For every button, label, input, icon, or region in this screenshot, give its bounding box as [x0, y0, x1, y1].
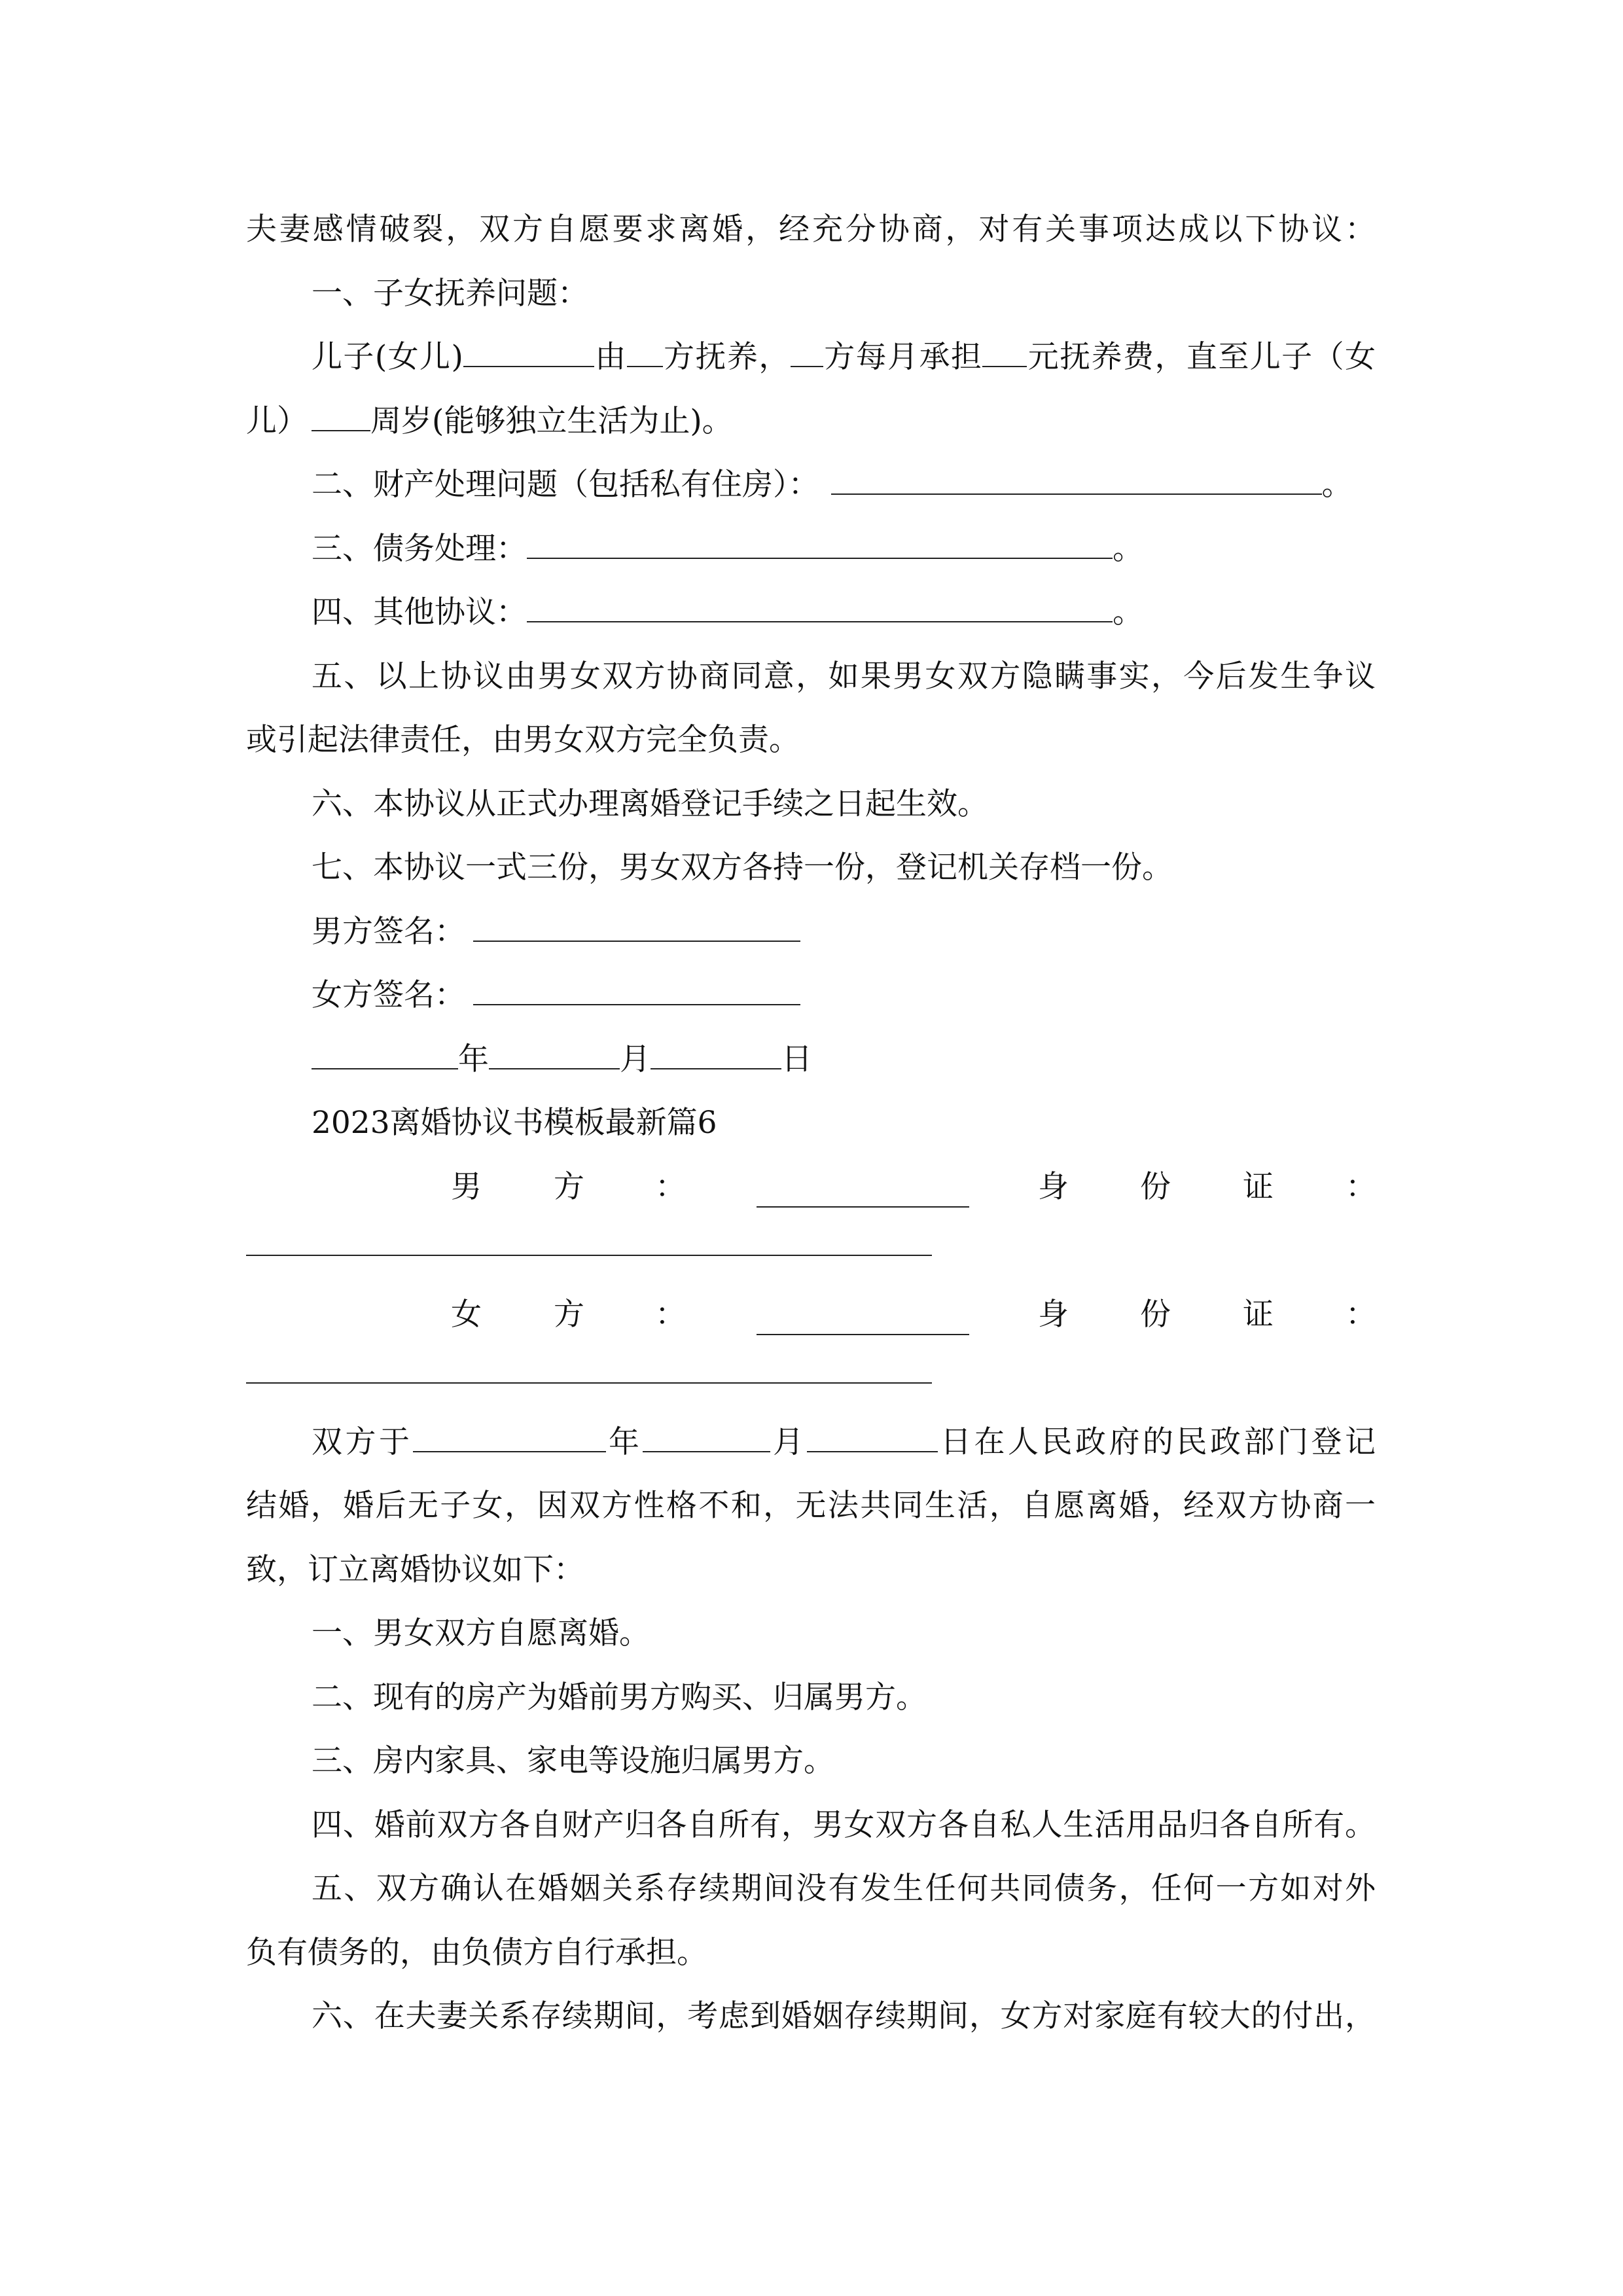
- text: 证: [1243, 1296, 1274, 1333]
- label: 女方签名：: [312, 977, 465, 1013]
- blank-field: [312, 408, 370, 431]
- male-signature: [246, 900, 1376, 964]
- text: 三、债务处理：: [312, 530, 527, 567]
- blank-field: [627, 344, 663, 367]
- custody-clause-cont: [246, 389, 1376, 454]
- text: 日在人民政府的民政部门登记: [937, 1424, 1376, 1460]
- name-blank: [757, 1184, 969, 1208]
- text: 月: [770, 1424, 807, 1460]
- text: 周岁(能够独立生活为止)。: [370, 403, 733, 439]
- text: 。: [1113, 530, 1143, 567]
- id-blank: [246, 1382, 932, 1384]
- text: 方每月承担: [823, 339, 983, 375]
- text: 四、其他协议：: [312, 594, 527, 630]
- blank-field: [527, 535, 1113, 559]
- text: 。: [1321, 467, 1353, 503]
- id-blank-line: [246, 1219, 1376, 1283]
- text: 证: [1243, 1168, 1274, 1205]
- text: 身: [1038, 1296, 1069, 1333]
- text: 方抚养，: [662, 339, 791, 375]
- text: 年: [605, 1424, 643, 1460]
- id-blank: [246, 1255, 932, 1256]
- text: 身: [1038, 1168, 1069, 1205]
- day-blank: [807, 1429, 938, 1452]
- female-signature: [246, 963, 1376, 1028]
- female-party-line: [246, 1283, 1376, 1347]
- paragraph: 六、在夫妻关系存续期间，考虑到婚姻存续期间，女方对家庭有较大的付出，: [312, 1998, 1376, 2034]
- paragraph: 五、以上协议由男女双方协商同意，如果男女双方隐瞒事实，今后发生争议: [312, 658, 1376, 694]
- custody-clause: [246, 325, 1376, 389]
- text: 份: [1140, 1296, 1171, 1333]
- text: 方: [554, 1168, 584, 1205]
- paragraph: 致，订立离婚协议如下：: [246, 1551, 584, 1588]
- text: ：: [1346, 1296, 1376, 1333]
- text: 月: [620, 1041, 651, 1077]
- text: 份: [1140, 1168, 1171, 1205]
- blank-field: [982, 344, 1027, 367]
- month-blank: [489, 1046, 620, 1069]
- paragraph: 七、本协议一式三份，男女双方各持一份，登记机关存档一份。: [312, 850, 1173, 886]
- text: 由: [594, 339, 627, 375]
- paragraph: 负有债务的，由负债方自行承担。: [246, 1934, 707, 1971]
- text: 日: [781, 1041, 812, 1077]
- section-title: 2023离婚协议书模板最新篇6: [312, 1105, 717, 1141]
- signature-blank: [473, 918, 800, 942]
- text: 双方于: [312, 1424, 413, 1460]
- text: ：: [1346, 1168, 1376, 1205]
- date-line: [246, 1028, 1376, 1092]
- name-blank: [757, 1312, 969, 1335]
- section-heading: 一、子女抚养问题：: [312, 275, 588, 312]
- text: 儿）: [246, 403, 308, 439]
- text: ：: [655, 1168, 686, 1205]
- marriage-date-line: [246, 1410, 1376, 1475]
- paragraph: 五、双方确认在婚姻关系存续期间没有发生任何共同债务，任何一方如对外: [312, 1871, 1376, 1907]
- paragraph: 三、房内家具、家电等设施归属男方。: [312, 1743, 834, 1779]
- text: 年: [458, 1041, 489, 1077]
- debt-clause: [246, 517, 1376, 581]
- other-clause: [246, 581, 1376, 645]
- blank-field: [831, 471, 1322, 495]
- text: 二、财产处理问题（包括私有住房）：: [312, 467, 819, 503]
- text: 。: [1113, 594, 1143, 630]
- text: 男: [451, 1168, 482, 1205]
- year-blank: [312, 1046, 458, 1069]
- label: 男方签名：: [312, 913, 465, 950]
- paragraph: 一、男女双方自愿离婚。: [312, 1615, 650, 1651]
- male-party-line: [246, 1155, 1376, 1219]
- paragraph: 四、婚前双方各自财产归各自所有，男女双方各自私人生活用品归各自所有。: [312, 1806, 1376, 1843]
- document-page: [246, 198, 1376, 2049]
- day-blank: [651, 1046, 781, 1069]
- text: 元抚养费，直至儿子（女: [1027, 339, 1376, 375]
- paragraph: 二、现有的房产为婚前男方购买、归属男方。: [312, 1679, 927, 1715]
- property-clause: [246, 453, 1376, 517]
- blank-field: [527, 599, 1113, 622]
- paragraph: 结婚，婚后无子女，因双方性格不和，无法共同生活，自愿离婚，经双方协商一: [246, 1488, 1376, 1524]
- year-blank: [413, 1429, 606, 1452]
- id-blank-line: [246, 1346, 1376, 1410]
- text: 方: [554, 1296, 584, 1333]
- text: 女: [451, 1296, 482, 1333]
- blank-field: [791, 344, 823, 367]
- paragraph: 或引起法律责任，由男女双方完全负责。: [246, 722, 800, 758]
- month-blank: [643, 1429, 770, 1452]
- paragraph: 夫妻感情破裂，双方自愿要求离婚，经充分协商，对有关事项达成以下协议：: [246, 211, 1376, 247]
- blank-field: [463, 344, 594, 367]
- text: 儿子(女儿): [312, 339, 463, 375]
- text: ：: [655, 1296, 686, 1333]
- signature-blank: [473, 982, 800, 1005]
- paragraph: 六、本协议从正式办理离婚登记手续之日起生效。: [312, 785, 988, 822]
